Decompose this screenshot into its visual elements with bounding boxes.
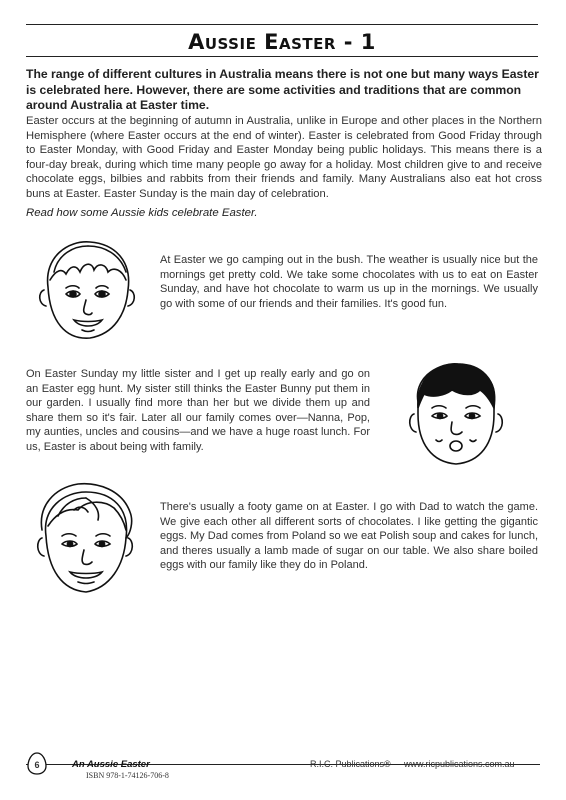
intro-paragraph: The range of different cultures in Australia means there is not one but many ways Easter is celebrated here. However, there are some activities and traditions that are common around Australia at Easter time. (26, 67, 539, 112)
title-bottom-rule (26, 56, 538, 57)
website: www.ricpublications.com.au (404, 759, 515, 769)
story-2: On Easter Sunday my little sister and I get up really early and go on an Easter egg hunt. My sister still thinks the Easter Bunny put them in our garden. I usually find more than her but we divide them up and share them so it's fair. Later all our family comes over—Nanna, Pop, my aunties, uncles and cousins—and we have a huge roast lunch. For us, Easter is about being with family. (26, 368, 370, 453)
boy-face-illustration-2 (396, 356, 516, 476)
boy-face-illustration-1 (28, 232, 148, 352)
lead-sentence: Read how some Aussie kids celebrate Easter. (26, 207, 258, 219)
title-top-rule (26, 24, 538, 25)
page-title: Aussie Easter - 1 (188, 30, 376, 54)
body-paragraph: Easter occurs at the beginning of autumn in Australia, unlike in Europe and other places in the Northern Hemisphere (where Easter occurs at the end of winter). Easter is celebrated from Good Friday through to Easter Monday, with Good Friday and Easter Monday being public holidays. This means there is a four-day break, during which time many people go away for a holiday. Most children give to and receive chocolate eggs, bilbies and rabbits from their friends and family. Many Australians also eat hot cross buns at Easter. Easter Sunday is the main day of celebration. (26, 115, 542, 200)
publisher: R.I.C. Publications® (310, 759, 391, 769)
boy-face-illustration-3 (26, 478, 146, 606)
page-number: 6 (34, 760, 40, 770)
story-3: There's usually a footy game on at Easter. I go with Dad to watch the game. We give each other all different sorts of chocolates. I like getting the gigantic eggs. My Dad comes from Poland so we eat Polish soup and cakes for lunch, and theres usually a lamb made of sugar on our table. We also share boiled eggs with our family like they do in Poland. (160, 501, 538, 572)
book-title: An Aussie Easter (72, 759, 150, 770)
story-1: At Easter we go camping out in the bush. The weather is usually nice but the mornings get pretty cold. We take some chocolates with us to eat on Easter Sunday, and have hot chocolate to warm us up in the mornings. We usually go with some of our friends and their families. It's good fun. (160, 254, 538, 310)
isbn: ISBN 978-1-74126-706-8 (86, 771, 169, 780)
